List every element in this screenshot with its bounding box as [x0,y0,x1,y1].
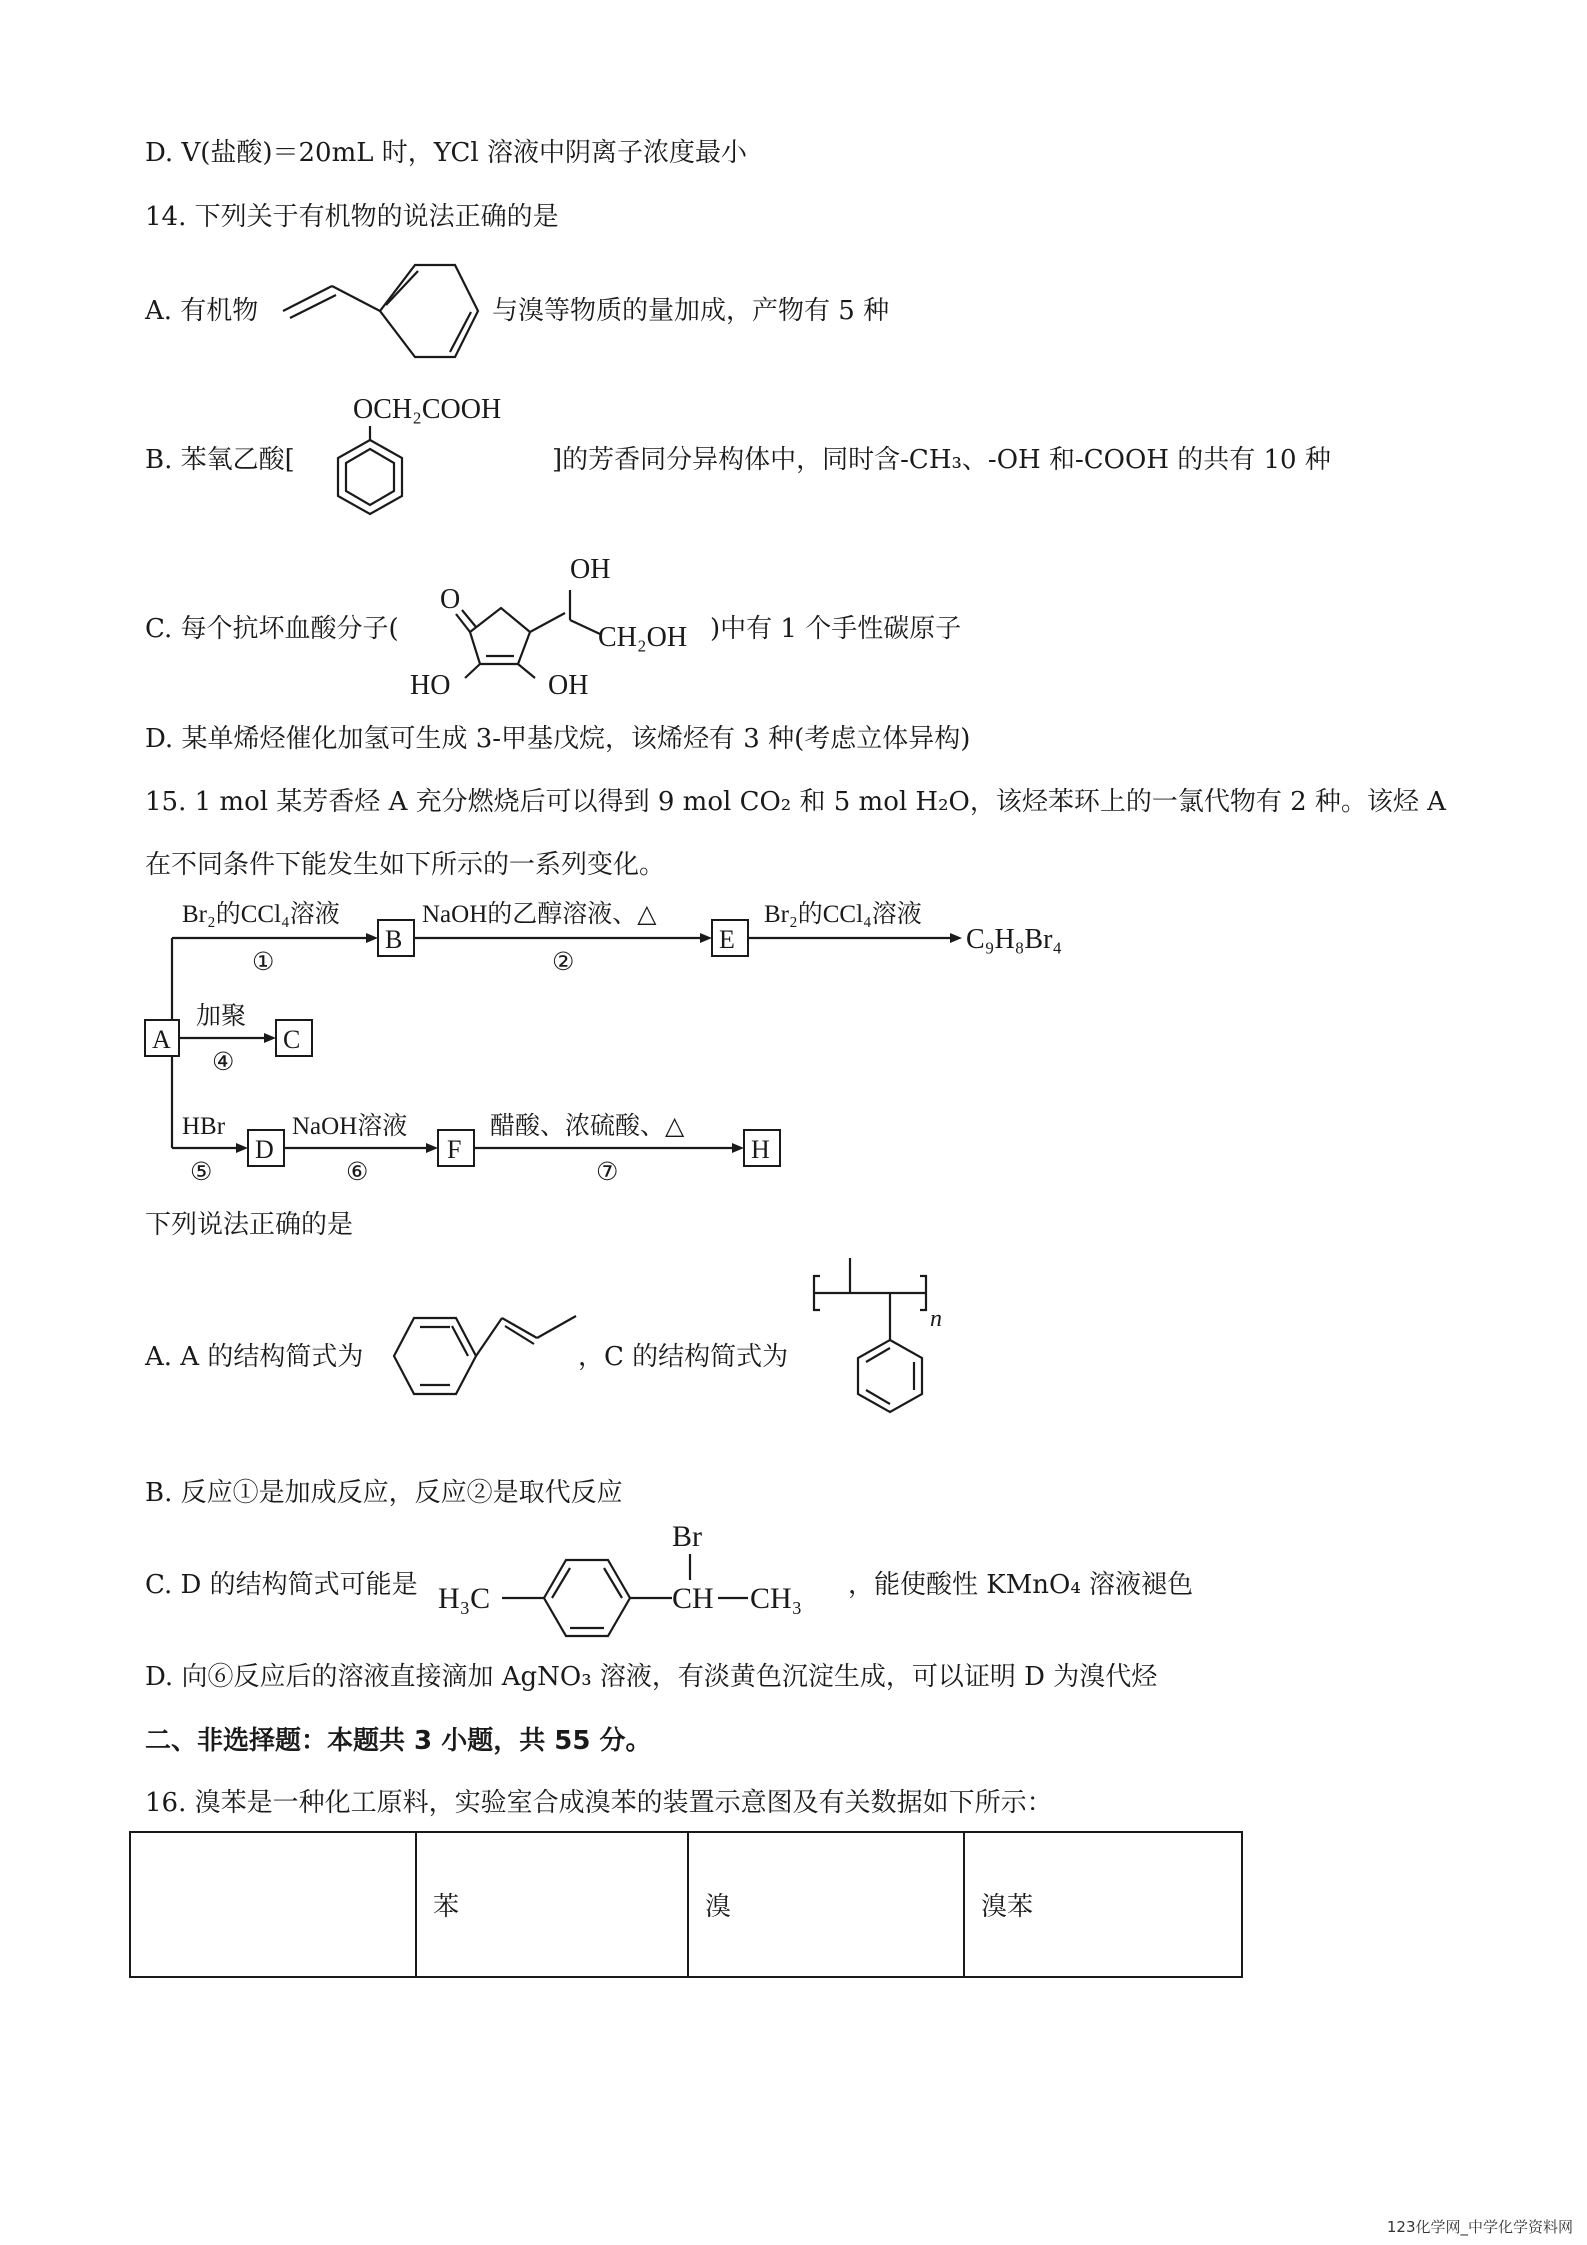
question-15-option-d: D. 向⑥反应后的溶液直接滴加 AgNO₃ 溶液，有淡黄色沉淀生成，可以证明 D 为溴代烃 [145,1662,1158,1692]
question-14-option-c-prefix: C. 每个抗坏血酸分子( [145,614,399,644]
question-16-stem: 16. 溴苯是一种化工原料，实验室合成溴苯的装置示意图及有关数据如下所示： [145,1788,1053,1818]
arrow-5-head [236,1143,248,1153]
question-15-option-a-prefix: A. A 的结构简式为 [145,1342,364,1372]
c-br-label: Br [672,1520,702,1553]
question-15-option-c-suffix: ，能使酸性 KMnO₄ 溶液褪色 [848,1570,1194,1600]
arrow-1-head [366,933,378,943]
step-2-label: ② [552,949,575,976]
c-carbonyl-o-label: O [440,584,461,615]
polymer-n-label: n [930,1306,942,1332]
arrow-6-head [426,1143,438,1153]
reagent-6-label: NaOH溶液 [292,1113,408,1140]
question-15-option-b: B. 反应①是加成反应，反应②是取代反应 [145,1478,623,1508]
arrow-2-head [700,933,712,943]
question-14-option-c-suffix: )中有 1 个手性碳原子 [710,614,962,644]
footer-watermark: 123化学网_中学化学资料网 [1386,2218,1573,2236]
ascorbic-acid-structure [410,548,710,703]
c-oh-bottom-label: OH [548,670,589,701]
c-h3c-label: H₃C [438,1582,491,1615]
table-header-cell: 溴 [688,1832,964,1977]
question-13-option-d: D. V(盐酸)＝20mL 时，YCl 溶液中阴离子浓度最小 [145,138,747,168]
arrow-7-head [732,1143,744,1153]
c-ch3-label: CH₃ [750,1582,803,1615]
compound-d-structure [432,1518,852,1648]
propenylbenzene-structure [372,1278,592,1403]
c-ho-label: HO [410,670,451,701]
reagent-7-label: 醋酸、浓硫酸、△ [490,1113,685,1140]
question-15-option-c-prefix: C. D 的结构简式可能是 [145,1570,418,1600]
node-f-label: F [447,1135,462,1164]
reagent-1-label: Br₂的CCl₄溶液 [182,901,340,928]
question-15-prompt: 下列说法正确的是 [145,1210,354,1240]
node-e-label: E [719,925,735,954]
node-d-label: D [255,1135,274,1164]
node-c-label: C [283,1025,301,1054]
reagent-3-label: Br₂的CCl₄溶液 [764,901,922,928]
arrow-3-head [950,933,962,943]
vinylcyclohexene-structure [280,255,495,370]
reagent-5-label: HBr [182,1113,226,1140]
question-14-option-b-prefix: B. 苯氧乙酸[ [145,445,295,475]
table-header-cell [130,1832,416,1977]
step-4-label: ④ [212,1049,235,1076]
question-15-option-a-middle: ，C 的结构简式为 [578,1342,789,1372]
reagent-2-label: NaOH的乙醇溶液、△ [422,901,657,928]
c-oh-top-label: OH [570,554,611,585]
polymer-c-structure [810,1248,960,1448]
phenoxyacetic-acid-structure [300,388,550,518]
arrow-4-head [264,1033,276,1043]
table-header-cell: 溴苯 [964,1832,1242,1977]
reagent-4-label: 加聚 [196,1003,247,1030]
question-14-option-b-suffix: ]的芳香同分异构体中，同时含-CH₃、-OH 和-COOH 的共有 10 种 [552,445,1331,475]
node-a-label: A [152,1025,171,1054]
question-14-stem: 14. 下列关于有机物的说法正确的是 [145,202,559,232]
section-2-heading: 二、非选择题：本题共 3 小题，共 55 分。 [145,1726,652,1756]
b-substituent-label: OCH₂COOH [353,394,502,425]
c-ch-label: CH [672,1582,714,1615]
question-14-option-d: D. 某单烯烃催化加氢可生成 3-甲基戊烷，该烯烃有 3 种(考虑立体异构) [145,724,971,754]
table-header-cell: 苯 [416,1832,688,1977]
question-14-option-a-suffix: 与溴等物质的量加成，产物有 5 种 [492,296,890,326]
node-b-label: B [385,925,403,954]
product-label: C₉H₈Br₄ [966,924,1063,955]
question-14-option-a-prefix: A. 有机物 [145,296,259,326]
step-6-label: ⑥ [346,1159,369,1186]
c-ch2oh-label: CH₂OH [598,622,688,653]
question-15-stem-1: 15. 1 mol 某芳香烃 A 充分燃烧后可以得到 9 mol CO₂ 和 5 mol H₂O，该烃苯环上的一氯代物有 2 种。该烃 A [145,787,1446,817]
node-h-label: H [751,1135,770,1164]
step-1-label: ① [252,949,275,976]
step-7-label: ⑦ [596,1159,619,1186]
question-15-stem-2: 在不同条件下能发生如下所示的一系列变化。 [145,850,666,880]
table-header-row [130,1832,1242,1977]
step-5-label: ⑤ [190,1159,213,1186]
data-table [129,1831,1243,1978]
reaction-scheme [140,890,1130,1185]
